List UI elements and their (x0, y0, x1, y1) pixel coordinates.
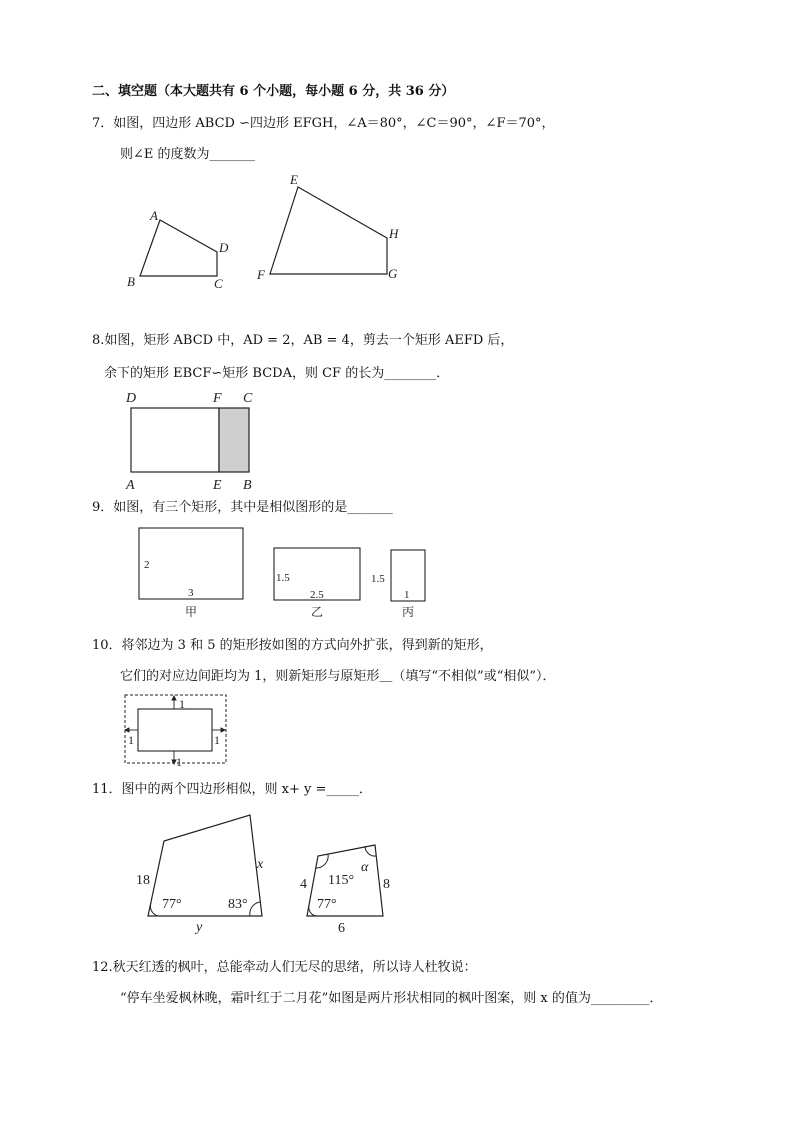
q9-rect1-side: 2 (144, 559, 150, 571)
q11-answer-blank[interactable]: _____． (326, 782, 372, 797)
q10-original-rect (138, 709, 212, 751)
q7-label-H: H (389, 226, 399, 241)
q7-label-B: B (127, 274, 135, 289)
q10-gap-left: 1 (128, 733, 134, 747)
q7-quad-abcd (140, 220, 217, 276)
q8-cut-rectangle (219, 408, 249, 472)
q11-small-angle-alpha: α (361, 860, 369, 875)
q9-rect1-bottom: 3 (188, 587, 194, 599)
q8-text-line2 (104, 366, 449, 382)
q9-rect2-bottom: 2.5 (310, 589, 324, 601)
q8-answer-blank[interactable]: ________． (384, 366, 450, 381)
q7-label-C: C (214, 276, 223, 291)
q11-small-bottom: 6 (338, 921, 345, 936)
q11-big-angle-right: 83° (228, 897, 248, 912)
q8-label-C: C (243, 391, 253, 406)
q11-big-right: x (257, 857, 264, 872)
q10-text-line2: 它们的对应边间距均为 1，则新矩形与原矩形＿（填写“不相似”或“相似”）． (120, 669, 556, 684)
q11-big-bottom: y (196, 920, 203, 935)
q9-caption-bing: 丙 (402, 605, 415, 619)
q11-prompt: 11．图中的两个四边形相似，则 x+ y = (92, 782, 327, 797)
q11-small-angle-left-arc (309, 905, 316, 916)
q12-text-line2 (120, 991, 662, 1007)
q11-small-angle-alpha-arc (365, 846, 376, 856)
q9-prompt: 9．如图，有三个矩形，其中是相似图形的是 (92, 500, 348, 515)
q10-gap-top: 1 (179, 697, 185, 711)
q11-big-angle-left-arc (150, 903, 158, 916)
q11-small-right: 8 (383, 877, 390, 892)
q9-rect3-bottom: 1 (404, 589, 410, 601)
q11-small-angle-left: 77° (317, 897, 337, 912)
q9-caption-yi: 乙 (311, 605, 324, 619)
q9-rect3-side: 1.5 (371, 573, 385, 585)
q8-label-B: B (243, 478, 252, 493)
q10-text-line1: 10．将邻边为 3 和 5 的矩形按如图的方式向外扩张，得到新的矩形， (92, 638, 493, 653)
q7-quad-efgh (270, 187, 387, 274)
q11-big-angle-left: 77° (162, 897, 182, 912)
q8-text-line1: 8.如图，矩形 ABCD 中，AD = 2，AB = 4，剪去一个矩形 AEFD 后， (92, 333, 514, 348)
q10-gap-bottom: 1 (176, 755, 182, 769)
q11-small-angle-top: 115° (328, 873, 355, 888)
q8-rectangle (131, 408, 249, 472)
q9-text-line1 (92, 500, 393, 516)
q7-answer-blank[interactable]: _______ (209, 147, 256, 162)
q8-label-F: F (213, 391, 222, 406)
q9-caption-jia: 甲 (185, 605, 198, 619)
q11-small-left: 4 (300, 877, 307, 892)
q9-answer-blank[interactable]: _______ (347, 500, 393, 515)
q7-label-F: F (257, 267, 265, 282)
q8-label-D: D (126, 391, 137, 406)
section-header: 二、填空题（本大题共有 6 个小题，每小题 6 分，共 36 分） (92, 84, 455, 99)
q12-text-line1: 12.秋天红透的枫叶，总能牵动人们无尽的思绪，所以诗人杜牧说： (92, 960, 477, 975)
q9-rect2-side: 1.5 (276, 572, 290, 584)
q7-label-E: E (290, 172, 298, 187)
q12-prompt: “停车坐爱枫林晚，霜叶红于二月花”如图是两片形状相同的枫叶图案，则 x 的值为 (120, 991, 591, 1006)
q7-label-G: G (388, 266, 398, 281)
q8-label-E: E (213, 478, 222, 493)
q7-prompt: 则∠E 的度数为 (120, 147, 210, 162)
q11-big-angle-right-arc (250, 902, 260, 916)
q11-big-left: 18 (136, 873, 150, 888)
q7-label-A: A (150, 208, 158, 223)
q12-answer-blank[interactable]: _________． (590, 991, 663, 1006)
q7-label-D: D (219, 240, 229, 255)
q10-gap-right: 1 (214, 733, 220, 747)
q8-prompt: 余下的矩形 EBCF∽矩形 BCDA，则 CF 的长为 (104, 366, 385, 381)
q7-text-line1: 7．如图，四边形 ABCD ∽四边形 EFGH，∠A＝80°，∠C＝90°，∠F＝70°， (92, 116, 555, 131)
q11-text-line1 (92, 782, 372, 798)
q8-label-A: A (126, 478, 135, 493)
